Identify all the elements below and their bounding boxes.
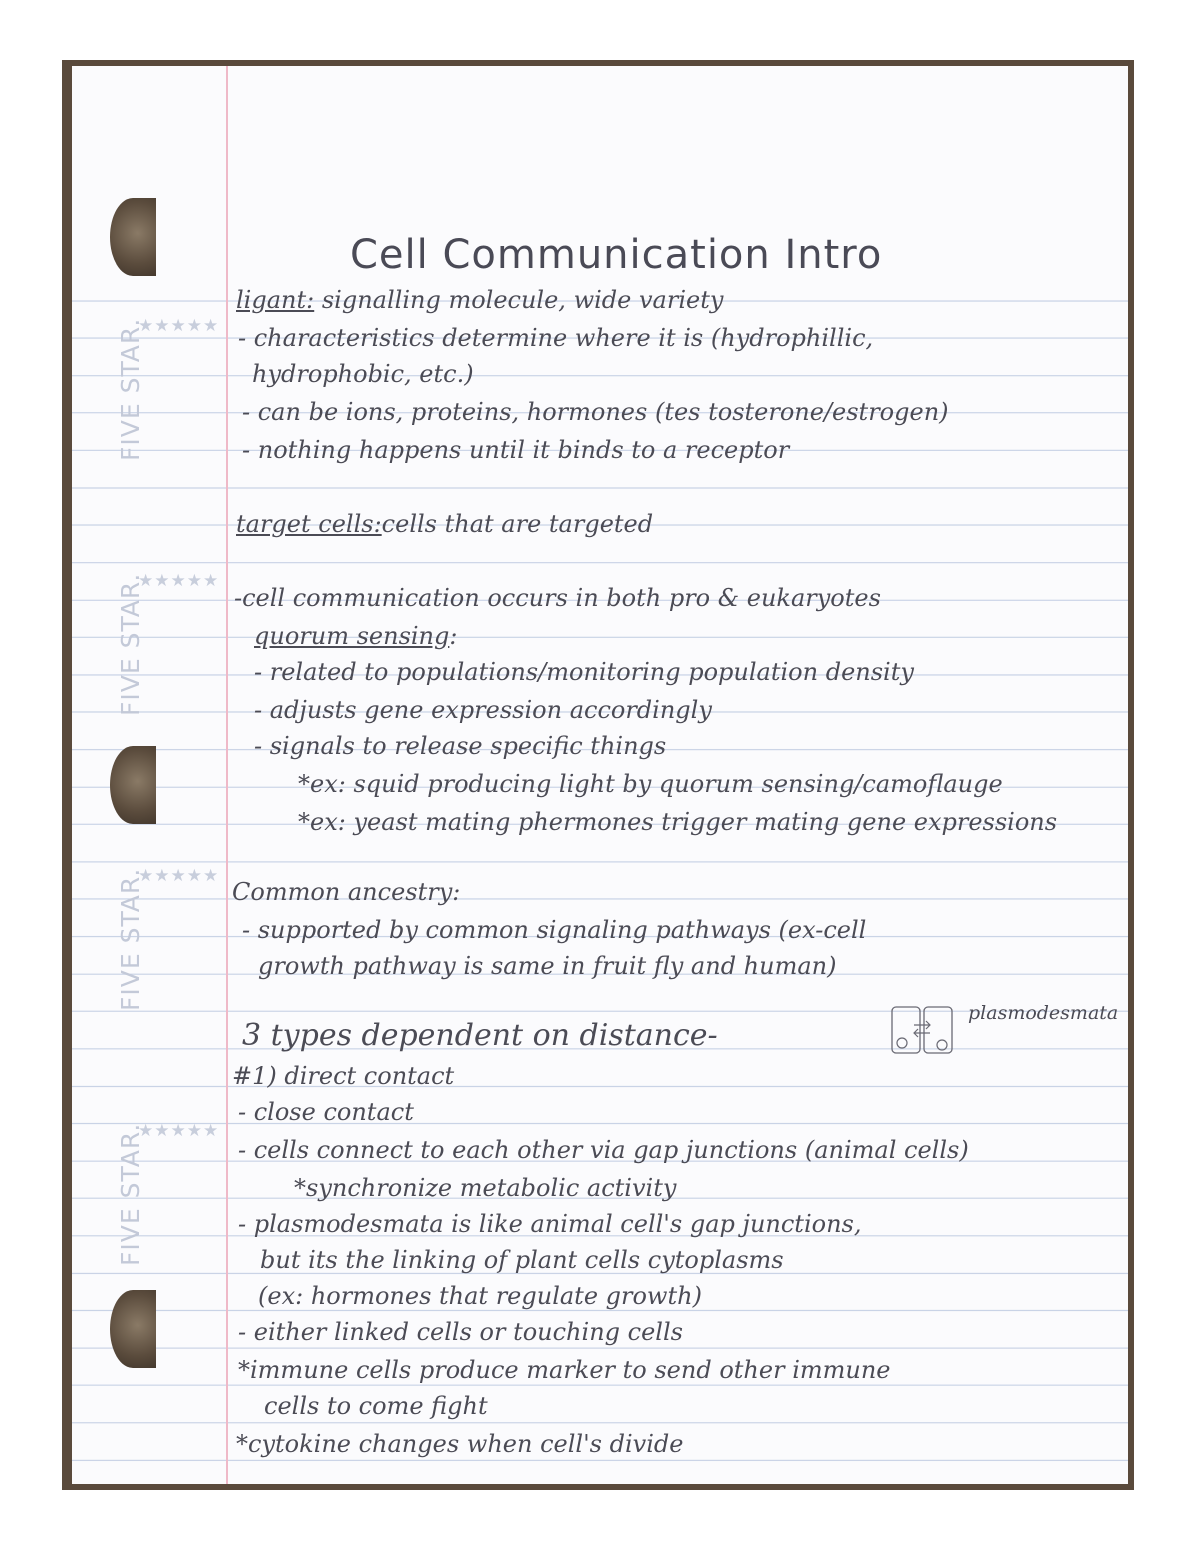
note-line: - cells connect to each other via gap junctions (animal cells) [238, 1136, 969, 1164]
note-heading: 3 types dependent on distance- [242, 1018, 718, 1053]
note-line [236, 286, 723, 314]
five-star-watermark [116, 541, 220, 741]
note-line: cells to come fight [264, 1392, 488, 1420]
note-line: *synchronize metabolic activity [294, 1174, 677, 1202]
five-star-watermark-text: FIVE STAR. [116, 867, 145, 1011]
notebook-page [72, 66, 1128, 1484]
note-line: but its the linking of plant cells cytoplasms [260, 1246, 784, 1274]
plant-cell-right [924, 1007, 952, 1053]
note-line [236, 510, 653, 538]
note-line [254, 622, 457, 650]
note-line: - characteristics determine where it is (hydrophillic, [238, 324, 874, 352]
five-star-watermark [116, 286, 220, 486]
note-line: *ex: squid producing light by quorum sensing/camoflauge [298, 770, 1003, 798]
margin-line [226, 66, 228, 1484]
quorum-sensing-colon: : [449, 622, 458, 650]
note-line: - can be ions, proteins, hormones (tes tosterone/estrogen) [242, 398, 949, 426]
diagram-label: plasmodesmata [968, 1002, 1119, 1024]
note-line: -cell communication occurs in both pro & eukaryotes [234, 584, 881, 612]
five-star-watermark-stars: ★★★★★ [138, 1121, 220, 1141]
plasmodesmata-sketch [890, 1003, 956, 1059]
five-star-watermark-stars: ★★★★★ [138, 316, 220, 336]
note-line: - related to populations/monitoring population density [254, 658, 914, 686]
five-star-watermark-text: FIVE STAR. [116, 572, 145, 716]
quorum-sensing-term: quorum sensing [254, 622, 450, 650]
note-line: #1) direct contact [232, 1062, 455, 1090]
note-line: growth pathway is same in fruit fly and human) [258, 952, 837, 980]
note-line: - supported by common signaling pathways (ex-cell [242, 916, 867, 944]
five-star-watermark-text: FIVE STAR. [116, 1122, 145, 1266]
binder-hole-top [110, 198, 156, 276]
target-cells-definition: cells that are targeted [381, 510, 654, 538]
five-star-watermark [116, 836, 220, 1036]
note-line: Common ancestry: [232, 878, 461, 906]
binder-hole-middle [110, 746, 156, 824]
five-star-watermark-stars: ★★★★★ [138, 866, 220, 886]
note-line: (ex: hormones that regulate growth) [258, 1282, 702, 1310]
note-line: - either linked cells or touching cells [238, 1318, 683, 1346]
five-star-watermark [116, 1091, 220, 1291]
exchange-arrows [914, 1021, 930, 1037]
note-line: - adjusts gene expression accordingly [254, 696, 712, 724]
note-line: - plasmodesmata is like animal cell's gap junctions, [238, 1210, 862, 1238]
five-star-watermark-stars: ★★★★★ [138, 571, 220, 591]
note-line: hydrophobic, etc.) [252, 360, 474, 388]
note-line: *ex: yeast mating phermones trigger mating gene expressions [298, 808, 1058, 836]
ligand-definition: signalling molecule, wide variety [314, 286, 724, 314]
binder-hole-bottom [110, 1290, 156, 1368]
note-line: *cytokine changes when cell's divide [236, 1430, 684, 1458]
note-line: - signals to release specific things [254, 732, 667, 760]
nucleus-right [937, 1040, 947, 1050]
ligand-term: ligant: [236, 286, 315, 314]
nucleus-left [897, 1038, 907, 1048]
note-line: *immune cells produce marker to send other immune [238, 1356, 891, 1384]
five-star-watermark-text: FIVE STAR. [116, 317, 145, 461]
target-cells-term: target cells: [236, 510, 382, 538]
note-line: - nothing happens until it binds to a receptor [242, 436, 790, 464]
page-title: Cell Communication Intro [350, 232, 883, 278]
note-line: - close contact [238, 1098, 414, 1126]
